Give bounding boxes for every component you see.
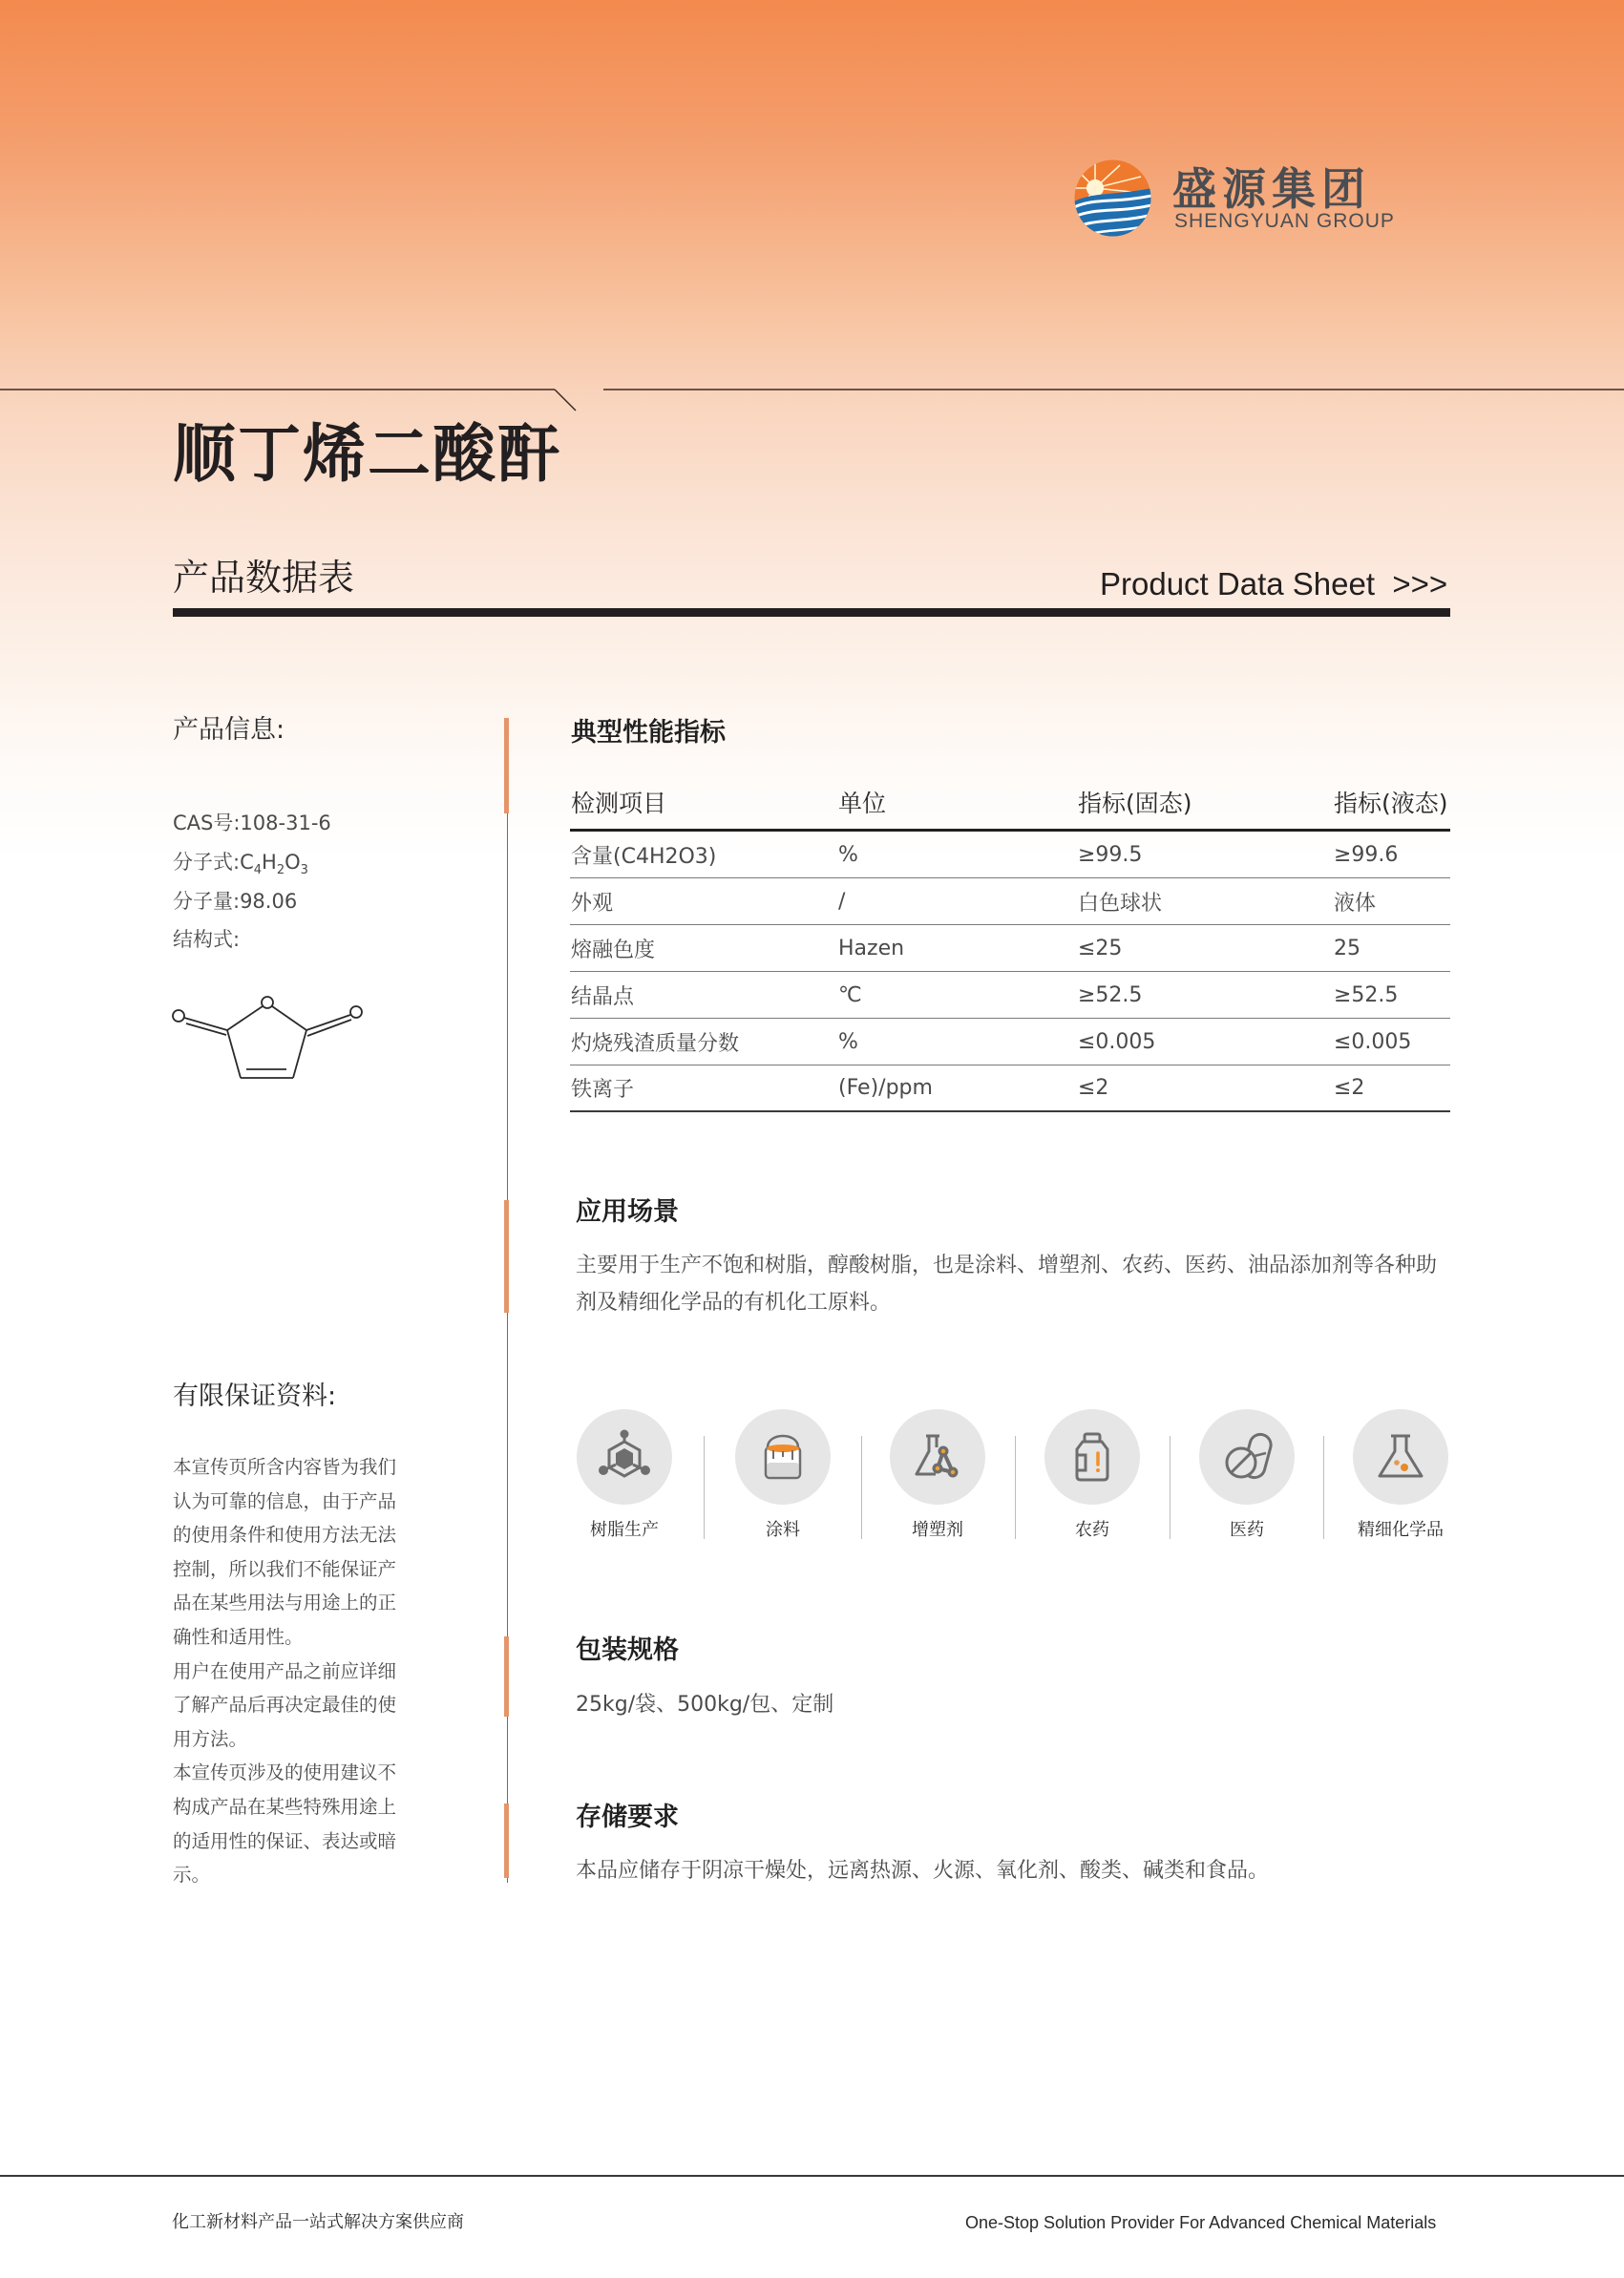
table-cell: % xyxy=(838,842,858,867)
table-cell: / xyxy=(838,889,846,914)
table-cell: ≥99.6 xyxy=(1334,842,1399,867)
table-row xyxy=(570,925,1450,972)
application-divider xyxy=(1323,1436,1324,1539)
column-header: 检测项目 xyxy=(571,790,667,817)
applications-heading: 应用场景 xyxy=(576,1197,679,1227)
icon-circle xyxy=(890,1409,985,1505)
formula-label: 分子式: xyxy=(173,851,241,874)
table-cell: ≤2 xyxy=(1334,1076,1365,1100)
table-cell: ≤0.005 xyxy=(1078,1029,1156,1054)
pesticide-bottle-icon xyxy=(1064,1428,1121,1486)
application-label: 增塑剂 xyxy=(912,1520,963,1540)
molecular-formula: 分子式$:C_4H_2O_3$ xyxy=(173,851,308,877)
application-divider xyxy=(1170,1436,1171,1539)
column-header: 单位 xyxy=(838,790,887,817)
pills-icon xyxy=(1218,1428,1276,1486)
table-cell: ℃ xyxy=(838,982,862,1007)
warranty-text xyxy=(173,1450,407,1892)
table-cell: 外观 xyxy=(571,891,614,916)
table-row xyxy=(570,972,1450,1019)
column-header: 指标(液态) xyxy=(1334,790,1448,817)
application-item-coating xyxy=(711,1409,854,1541)
table-cell: ≤0.005 xyxy=(1334,1029,1412,1054)
application-label: 农药 xyxy=(1075,1520,1109,1540)
application-divider xyxy=(1015,1436,1016,1539)
table-cell: ≥52.5 xyxy=(1334,982,1399,1007)
application-divider xyxy=(861,1436,862,1539)
brand-name-en: SHENGYUAN GROUP xyxy=(1174,210,1395,232)
accent-bar-storage xyxy=(504,1803,509,1878)
table-cell: 灼烧残渣质量分数 xyxy=(571,1031,740,1056)
product-info-heading: 产品信息: xyxy=(173,715,285,745)
storage-text: 本品应储存于阴凉干燥处，远离热源、火源、氧化剂、酸类、碱类和食品。 xyxy=(576,1859,1270,1883)
application-item-fine-chemicals xyxy=(1329,1409,1472,1541)
footer-divider xyxy=(0,2175,1624,2177)
brand-name-cn: 盛源集团 xyxy=(1172,163,1371,215)
application-item-pesticide xyxy=(1021,1409,1164,1541)
title-underline-bar xyxy=(173,608,1450,617)
table-cell: ≤25 xyxy=(1078,936,1123,960)
erlenmeyer-flask-icon xyxy=(1372,1428,1429,1486)
application-item-plasticizer xyxy=(866,1409,1009,1541)
table-header-row xyxy=(570,781,1450,832)
accent-bar-specs xyxy=(504,718,509,813)
table-cell: 铁离子 xyxy=(571,1078,635,1102)
icon-circle xyxy=(1353,1409,1448,1505)
maleic-anhydride-structure-diagram xyxy=(167,989,368,1089)
applications-text: 主要用于生产不饱和树脂，醇酸树脂，也是涂料、增塑剂、农药、医药、油品添加剂等各种助剂及精细化学品的有机化工原料。 xyxy=(576,1254,1438,1315)
table-cell: ≥99.5 xyxy=(1078,842,1143,867)
table-row xyxy=(570,878,1450,925)
icon-circle xyxy=(1199,1409,1295,1505)
icon-circle xyxy=(1044,1409,1140,1505)
packaging-text: 25kg/袋、500kg/包、定制 xyxy=(576,1693,834,1717)
table-cell: 25 xyxy=(1334,936,1360,960)
table-cell: 结晶点 xyxy=(571,984,635,1009)
application-item-resin xyxy=(553,1409,696,1541)
table-cell: 含量(C4H2O3) xyxy=(571,844,717,869)
footer-tagline-en: One-Stop Solution Provider For Advanced Chemical Materials xyxy=(965,2213,1437,2232)
datasheet-label-cn: 产品数据表 xyxy=(173,557,355,599)
icon-circle xyxy=(735,1409,831,1505)
application-label: 精细化学品 xyxy=(1358,1520,1444,1540)
table-cell: 白色球状 xyxy=(1078,891,1163,916)
table-row xyxy=(570,832,1450,878)
resin-molecule-icon xyxy=(596,1428,653,1486)
flask-molecule-icon xyxy=(909,1428,966,1486)
datasheet-label-en: Product Data Sheet >>> xyxy=(1100,566,1448,601)
warranty-heading: 有限保证资料: xyxy=(173,1382,337,1411)
specs-table xyxy=(570,781,1450,1112)
product-title: 顺丁烯二酸酐 xyxy=(173,417,562,491)
warranty-paragraph: 本宣传页所含内容皆为我们认为可靠的信息，由于产品的使用条件和使用方法无法控制，所以我们不能保证产品在某些用法与用途上的正确性和适用性。 xyxy=(173,1456,397,1648)
warranty-paragraph: 本宣传页涉及的使用建议不构成产品在某些特殊用途上的适用性的保证、表达或暗示。 xyxy=(173,1761,397,1887)
storage-heading: 存储要求 xyxy=(576,1803,679,1832)
application-label: 树脂生产 xyxy=(590,1520,659,1540)
accent-bar-applications xyxy=(504,1200,509,1313)
column-header: 指标(固态) xyxy=(1078,790,1192,817)
table-cell: (Fe)/ppm xyxy=(838,1076,933,1100)
table-row xyxy=(570,1019,1450,1065)
table-cell: 熔融色度 xyxy=(571,938,656,962)
formula-sub-o: 3 xyxy=(300,863,308,877)
molecular-weight: 分子量:98.06 xyxy=(173,890,298,913)
warranty-paragraph: 用户在使用产品之前应详细了解产品后再决定最佳的使用方法。 xyxy=(173,1659,397,1750)
packaging-heading: 包装规格 xyxy=(576,1635,679,1665)
application-divider xyxy=(704,1436,705,1539)
specs-heading: 典型性能指标 xyxy=(571,718,726,748)
table-cell: 液体 xyxy=(1334,891,1377,916)
table-cell: ≤2 xyxy=(1078,1076,1109,1100)
cas-number: CAS号:108-31-6 xyxy=(173,812,331,834)
icon-circle xyxy=(577,1409,672,1505)
footer-tagline-cn: 化工新材料产品一站式解决方案供应商 xyxy=(172,2212,464,2232)
table-row xyxy=(570,1065,1450,1112)
brand-logo-icon xyxy=(1074,159,1151,237)
formula-sub-c: 4 xyxy=(253,863,263,877)
application-label: 涂料 xyxy=(766,1520,800,1540)
table-cell: % xyxy=(838,1029,858,1054)
application-label: 医药 xyxy=(1230,1520,1264,1540)
paint-bucket-icon xyxy=(754,1428,812,1486)
application-item-medicine xyxy=(1175,1409,1318,1541)
table-cell: Hazen xyxy=(838,936,905,960)
formula-sub-h: 2 xyxy=(276,863,285,877)
table-cell: ≥52.5 xyxy=(1078,982,1143,1007)
structure-label: 结构式: xyxy=(173,928,241,951)
accent-bar-packaging xyxy=(504,1636,509,1717)
